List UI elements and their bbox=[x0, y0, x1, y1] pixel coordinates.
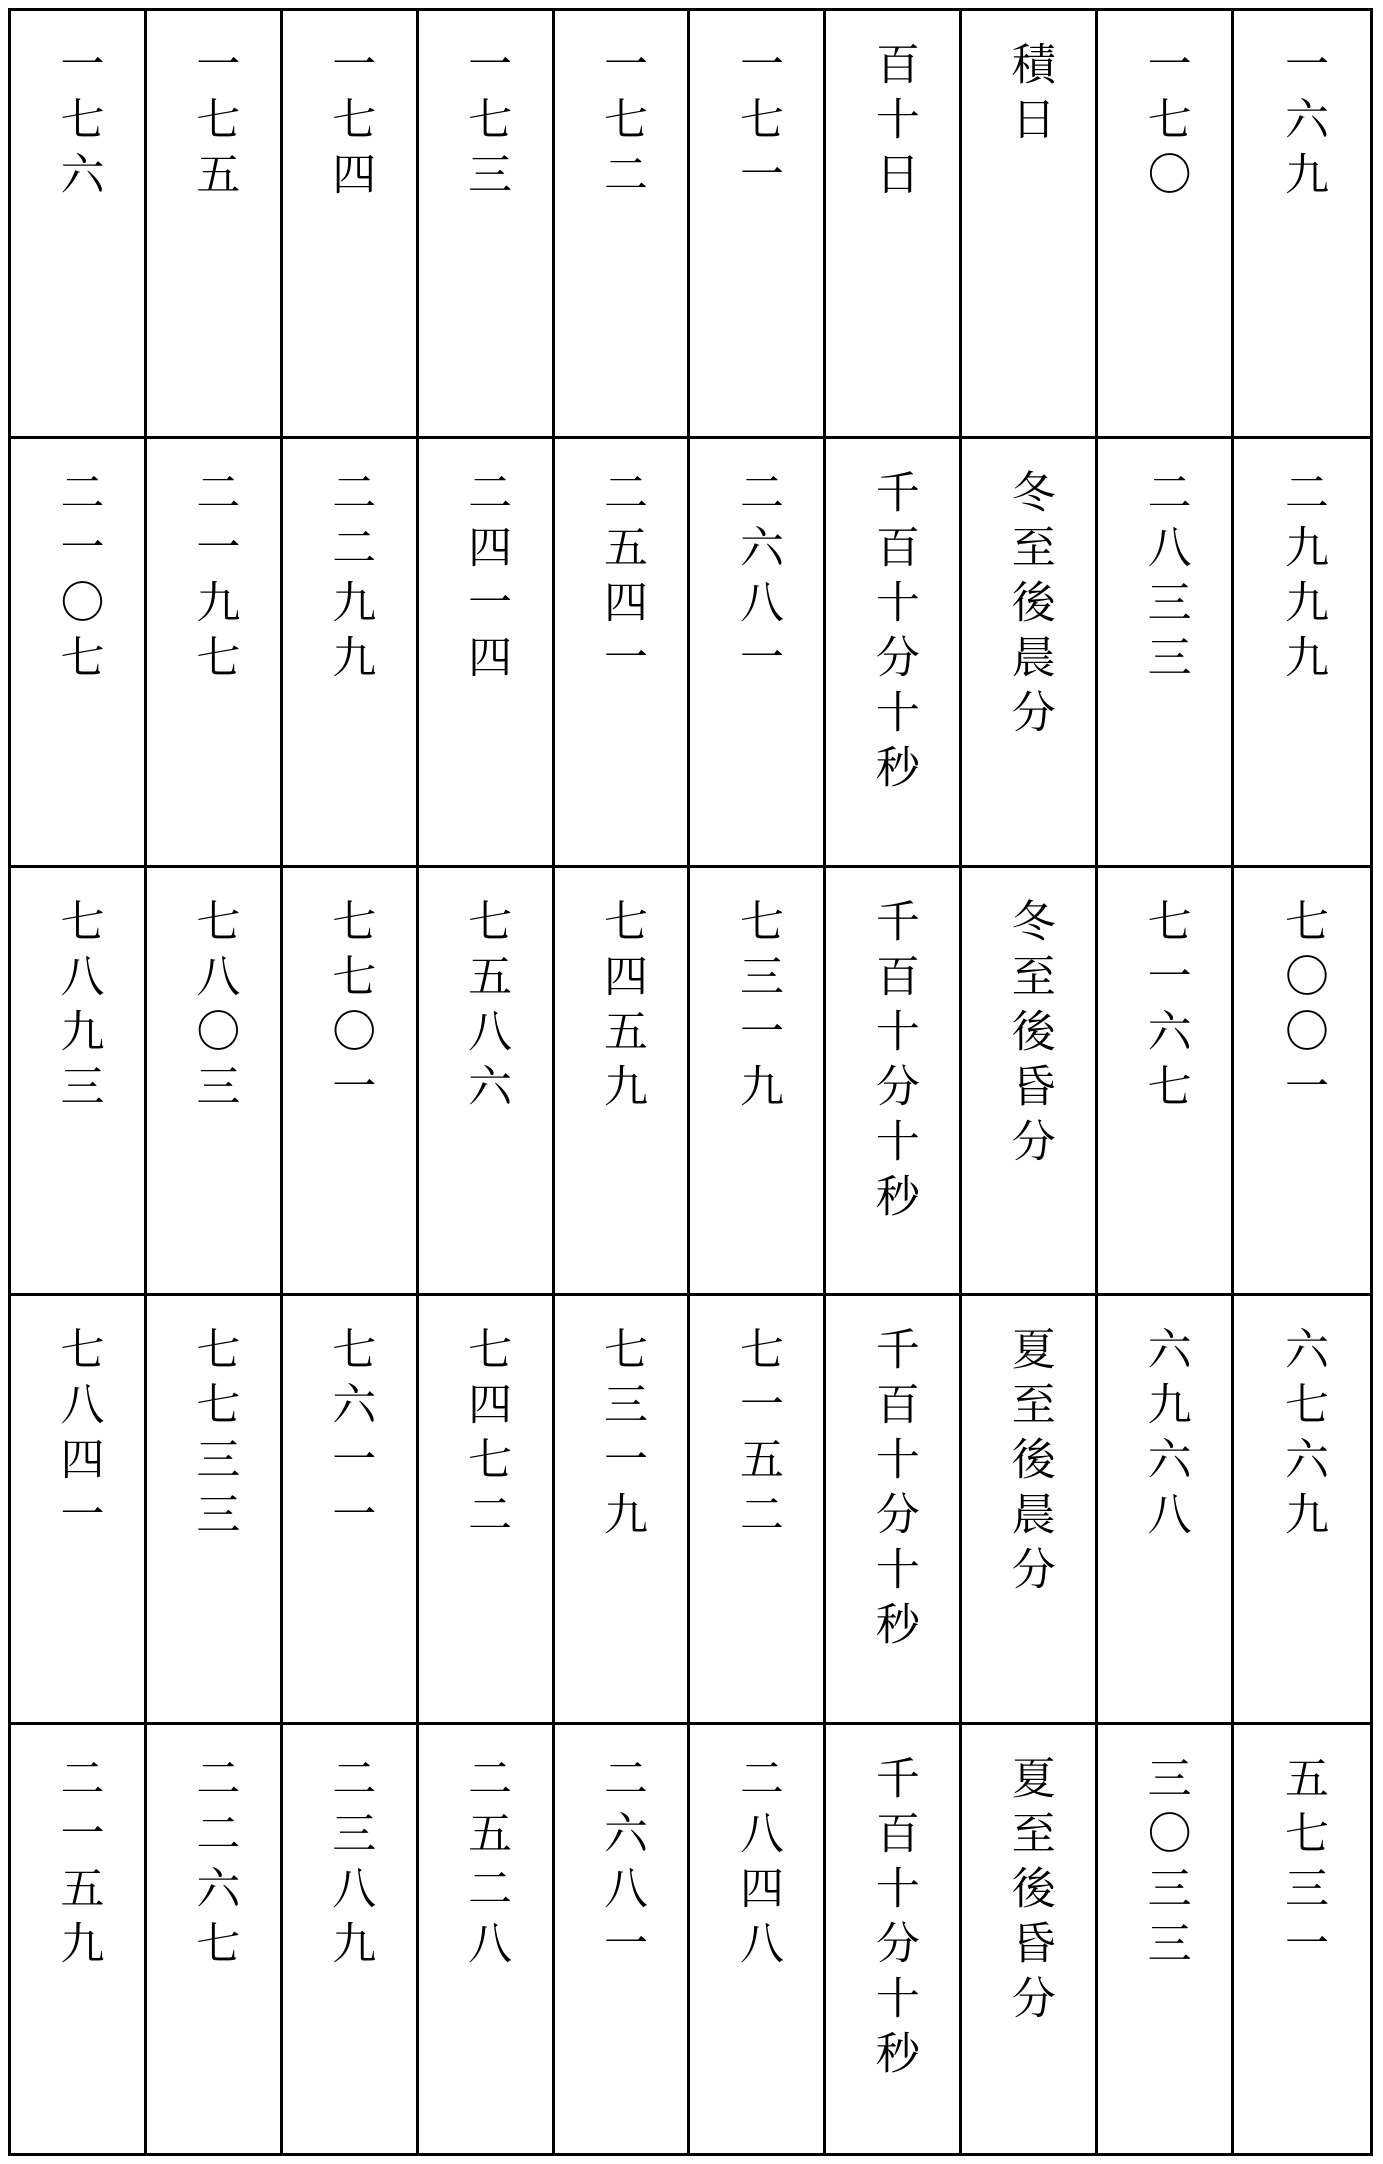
cell-text: 七八四一 bbox=[52, 1326, 104, 1547]
table-cell bbox=[690, 1296, 826, 1724]
cell-text: 二二六七 bbox=[188, 1754, 240, 1975]
cell-text: 二一五九 bbox=[52, 1754, 104, 1975]
cell-text: 五七三一 bbox=[1277, 1754, 1329, 1975]
cell-text: 千百十分十秒 bbox=[867, 1754, 919, 2085]
cell-text: 一七四 bbox=[324, 41, 376, 206]
cell-text: 千百十分十秒 bbox=[867, 469, 919, 800]
cell-text: 七〇〇一 bbox=[1277, 897, 1329, 1118]
table-cell bbox=[555, 11, 691, 439]
table-cell bbox=[11, 439, 147, 867]
table-cell bbox=[147, 439, 283, 867]
table-cell bbox=[419, 11, 555, 439]
table-cell bbox=[962, 11, 1098, 439]
cell-text: 千百十分十秒 bbox=[867, 1326, 919, 1657]
cell-text: 夏至後晨分 bbox=[1003, 1326, 1055, 1602]
table-cell bbox=[555, 1725, 691, 2153]
vertical-text-table bbox=[8, 8, 1373, 2156]
table-cell bbox=[826, 11, 962, 439]
cell-text: 七八〇三 bbox=[188, 897, 240, 1118]
table-cell bbox=[283, 1296, 419, 1724]
table-cell bbox=[690, 1725, 826, 2153]
table-cell bbox=[826, 868, 962, 1296]
cell-text: 七三一九 bbox=[731, 897, 783, 1118]
cell-text: 二三八九 bbox=[324, 1754, 376, 1975]
table-cell bbox=[147, 1296, 283, 1724]
table-cell bbox=[1098, 868, 1234, 1296]
table-cell bbox=[11, 868, 147, 1296]
cell-text: 二六八一 bbox=[596, 1754, 648, 1975]
cell-text: 二一九七 bbox=[188, 469, 240, 690]
cell-text: 七八九三 bbox=[52, 897, 104, 1118]
cell-text: 二四一四 bbox=[460, 469, 512, 690]
cell-text: 冬至後晨分 bbox=[1003, 469, 1055, 745]
table-cell bbox=[555, 439, 691, 867]
cell-text: 七七〇一 bbox=[324, 897, 376, 1118]
table-cell bbox=[962, 1296, 1098, 1724]
cell-text: 七四七二 bbox=[460, 1326, 512, 1547]
cell-text: 積日 bbox=[1003, 41, 1055, 151]
table-cell bbox=[147, 1725, 283, 2153]
cell-text: 二一〇七 bbox=[52, 469, 104, 690]
table-cell bbox=[419, 1725, 555, 2153]
table-cell bbox=[283, 439, 419, 867]
table-cell bbox=[11, 1725, 147, 2153]
cell-text: 二八三三 bbox=[1139, 469, 1191, 690]
table-cell bbox=[1234, 439, 1370, 867]
cell-text: 七一六七 bbox=[1139, 897, 1191, 1118]
cell-text: 六九六八 bbox=[1139, 1326, 1191, 1547]
table-cell bbox=[1234, 1725, 1370, 2153]
table-cell bbox=[1234, 11, 1370, 439]
cell-text: 三〇三三 bbox=[1139, 1754, 1191, 1975]
cell-text: 七一五二 bbox=[731, 1326, 783, 1547]
table-cell bbox=[555, 1296, 691, 1724]
cell-text: 六七六九 bbox=[1277, 1326, 1329, 1547]
table-cell bbox=[1234, 1296, 1370, 1724]
cell-text: 一七三 bbox=[460, 41, 512, 206]
table-cell bbox=[1098, 439, 1234, 867]
table-cell bbox=[147, 868, 283, 1296]
table-cell bbox=[826, 1296, 962, 1724]
table-cell bbox=[11, 11, 147, 439]
cell-text: 七四五九 bbox=[596, 897, 648, 1118]
table-cell bbox=[419, 439, 555, 867]
table-cell bbox=[11, 1296, 147, 1724]
table-cell bbox=[690, 868, 826, 1296]
cell-text: 二五四一 bbox=[596, 469, 648, 690]
cell-text: 夏至後昏分 bbox=[1003, 1754, 1055, 2030]
table-cell bbox=[283, 11, 419, 439]
table-cell bbox=[826, 1725, 962, 2153]
cell-text: 一七六 bbox=[52, 41, 104, 206]
table-cell bbox=[690, 11, 826, 439]
table-cell bbox=[419, 868, 555, 1296]
cell-text: 七七三三 bbox=[188, 1326, 240, 1547]
cell-text: 一七一 bbox=[731, 41, 783, 206]
table-cell bbox=[283, 868, 419, 1296]
table-cell bbox=[283, 1725, 419, 2153]
table-cell bbox=[1098, 1296, 1234, 1724]
cell-text: 七六一一 bbox=[324, 1326, 376, 1547]
table-cell bbox=[1098, 1725, 1234, 2153]
cell-text: 七五八六 bbox=[460, 897, 512, 1118]
table-cell bbox=[419, 1296, 555, 1724]
cell-text: 一六九 bbox=[1277, 41, 1329, 206]
table-cell bbox=[690, 439, 826, 867]
cell-text: 一七〇 bbox=[1139, 41, 1191, 206]
cell-text: 七三一九 bbox=[596, 1326, 648, 1547]
cell-text: 二八四八 bbox=[731, 1754, 783, 1975]
cell-text: 一七二 bbox=[596, 41, 648, 206]
table-cell bbox=[147, 11, 283, 439]
table-cell bbox=[1098, 11, 1234, 439]
table-cell bbox=[962, 868, 1098, 1296]
cell-text: 百十日 bbox=[867, 41, 919, 206]
table-cell bbox=[826, 439, 962, 867]
table-cell bbox=[555, 868, 691, 1296]
cell-text: 二六八一 bbox=[731, 469, 783, 690]
cell-text: 二九九九 bbox=[1277, 469, 1329, 690]
cell-text: 二二九九 bbox=[324, 469, 376, 690]
table-cell bbox=[962, 439, 1098, 867]
table-cell bbox=[962, 1725, 1098, 2153]
cell-text: 二五二八 bbox=[460, 1754, 512, 1975]
table-cell bbox=[1234, 868, 1370, 1296]
cell-text: 千百十分十秒 bbox=[867, 897, 919, 1228]
cell-text: 一七五 bbox=[188, 41, 240, 206]
cell-text: 冬至後昏分 bbox=[1003, 897, 1055, 1173]
